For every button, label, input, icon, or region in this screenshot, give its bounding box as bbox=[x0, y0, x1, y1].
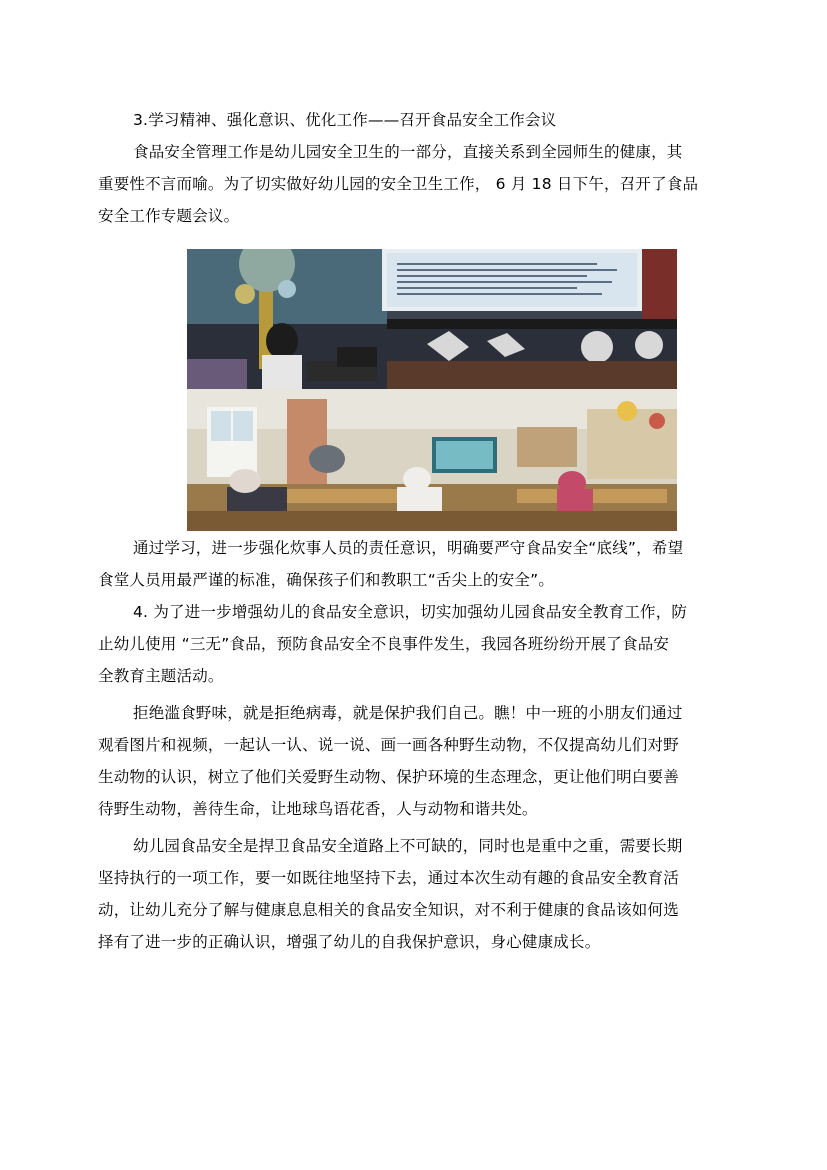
section3-para1-line3: 安全工作专题会议。 bbox=[98, 207, 240, 225]
section4-para1-line2: 止幼儿使用 “三无”食品，预防食品安全不良事件发生，我园各班纷纷开展了食品安 bbox=[98, 635, 670, 653]
section4-para1-line3: 全教育主题活动。 bbox=[98, 667, 224, 685]
section4-para2-line2: 观看图片和视频，一起认一认、说一说、画一画各种野生动物，不仅提高幼儿们对野 bbox=[98, 736, 679, 754]
section4-para3-line4: 择有了进一步的正确认识，增强了幼儿的自我保护意识，身心健康成长。 bbox=[98, 933, 601, 951]
section4-para3-line3: 动，让幼儿充分了解与健康息息相关的食品安全知识，对不利于健康的食品该如何选 bbox=[98, 901, 679, 919]
section3-para1-line2: 重要性不言而喻。为了切实做好幼儿园的安全卫生工作， 6 月 18 日下午，召开了食品 bbox=[98, 175, 699, 193]
section4-para3-line2: 坚持执行的一项工作，要一如既往地坚持下去，通过本次生动有趣的食品安全教育活 bbox=[98, 869, 679, 887]
meeting-photo bbox=[187, 249, 677, 531]
section4-para2-line1: 拒绝滥食野味，就是拒绝病毒，就是保护我们自己。瞧！中一班的小朋友们通过 bbox=[133, 704, 683, 722]
meeting-photo-illustration bbox=[187, 249, 677, 531]
section4-para2-line3: 生动物的认识，树立了他们关爱野生动物、保护环境的生态理念，更让他们明白要善 bbox=[98, 768, 679, 786]
section3-para2-line2: 食堂人员用最严谨的标准，确保孩子们和教职工“舌尖上的安全”。 bbox=[98, 571, 555, 589]
section4-para3-line1: 幼儿园食品安全是捍卫食品安全道路上不可缺的，同时也是重中之重，需要长期 bbox=[133, 837, 683, 855]
section4-para1-line1: 4. 为了进一步增强幼儿的食品安全意识，切实加强幼儿园食品安全教育工作，防 bbox=[133, 603, 688, 621]
section3-para2-line1: 通过学习，进一步强化炊事人员的责任意识，明确要严守食品安全“底线”，希望 bbox=[133, 539, 684, 557]
section3-heading: 3.学习精神、强化意识、优化工作——召开食品安全工作会议 bbox=[133, 111, 557, 129]
section4-para2-line4: 待野生动物，善待生命，让地球鸟语花香，人与动物和谐共处。 bbox=[98, 800, 538, 818]
section3-para1-line1: 食品安全管理工作是幼儿园安全卫生的一部分，直接关系到全园师生的健康，其 bbox=[133, 143, 683, 161]
